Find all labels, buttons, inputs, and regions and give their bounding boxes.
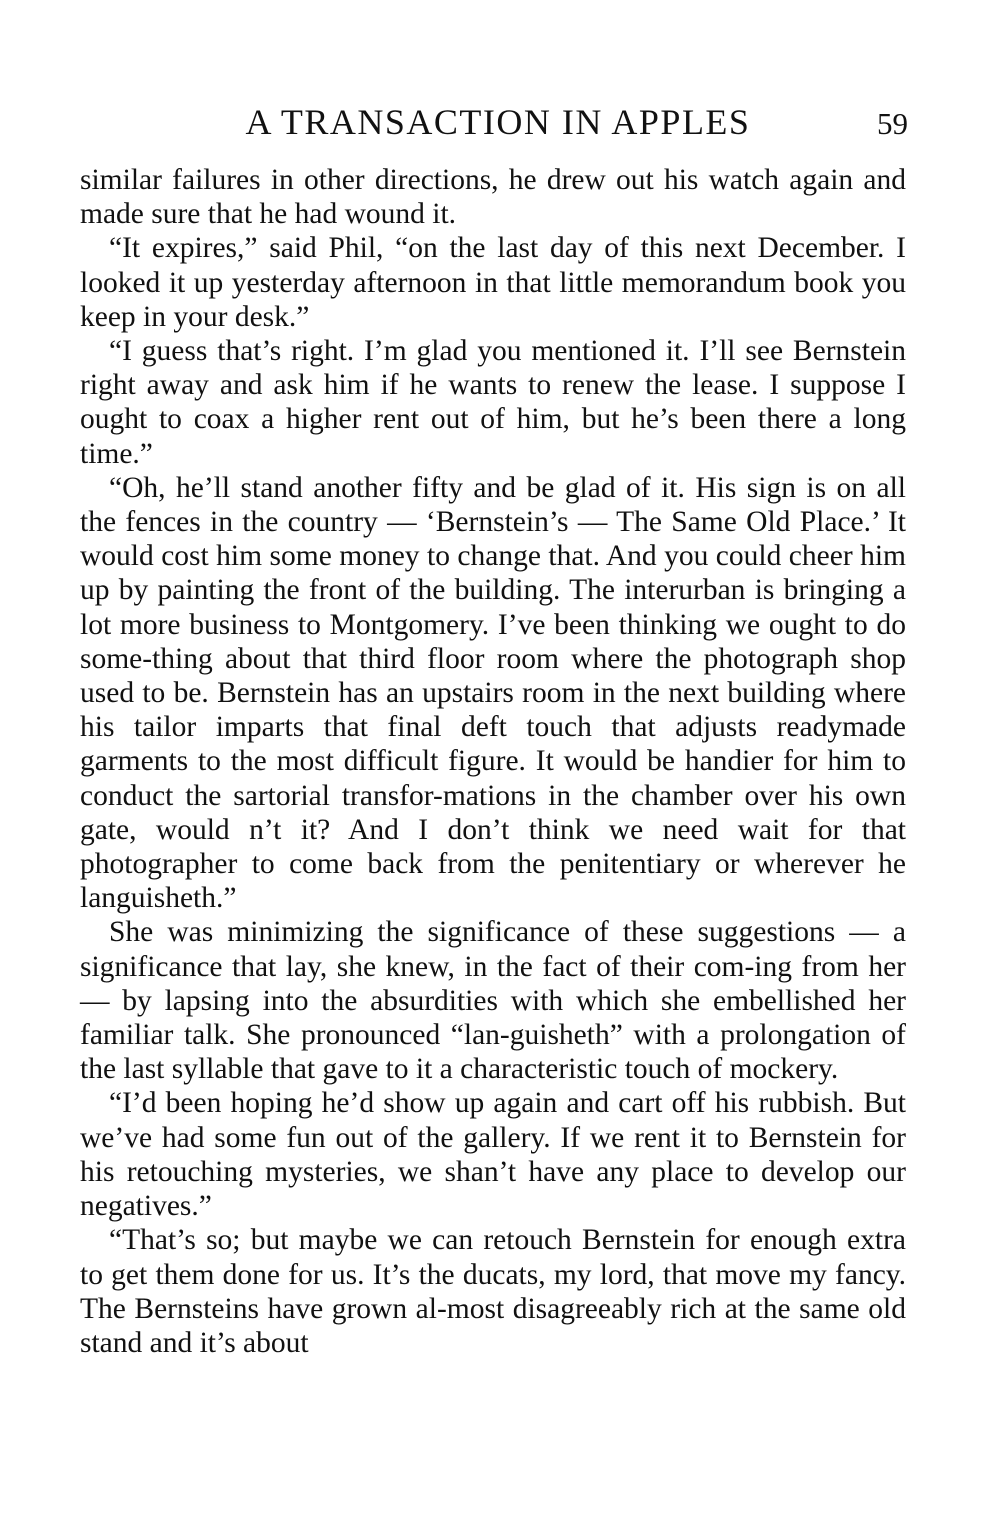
paragraph: “It expires,” said Phil, “on the last day of this next December. I looked it up yesterday afternoon in that little memorandum book you keep in your desk.” <box>80 232 906 333</box>
running-title: A TRANSACTION IN APPLES <box>245 102 751 142</box>
paragraph: “That’s so; but maybe we can retouch Bernstein for enough extra to get them done for us. It’s the ducats, my lord, that move my fancy. The Bernsteins have grown al-most disagreeably rich at the same old stand and it’s about <box>80 1224 906 1359</box>
paragraph: “I’d been hoping he’d show up again and cart off his rubbish. But we’ve had some fun out of the gallery. If we rent it to Bernstein for his retouching mysteries, we shan’t have any place to develop our negatives.” <box>80 1087 906 1223</box>
page-number: 59 <box>877 106 908 141</box>
running-head <box>80 96 908 148</box>
paragraph: “I guess that’s right. I’m glad you mentioned it. I’ll see Bernstein right away and ask him if he wants to renew the lease. I suppose I ought to coax a higher rent out of him, but he’s been there a long time.” <box>80 335 906 470</box>
paragraph: “Oh, he’ll stand another fifty and be glad of it. His sign is on all the fences in the country — ‘Bernstein’s — The Same Old Place.’ It would cost him some money to change that. And you could cheer him up by painting the front of the building. The interurban is bringing a lot more business to Montgomery. I’ve been thinking we ought to do some-thing about that third floor room where the photograph shop used to be. Bernstein has an upstairs room in the next building where his tailor imparts that final deft touch that adjusts readymade garments to the most difficult figure. It would be handier for him to conduct the sartorial transfor-mations in the chamber over his own gate, would n’t it? And I don’t think we need wait for that photographer to come back from the penitentiary or wherever he languisheth.” <box>80 471 906 915</box>
paragraph-continuation: similar failures in other directions, he drew out his watch again and made sure that he had wound it. <box>80 164 906 231</box>
body-text <box>80 163 906 1360</box>
paragraph: She was minimizing the significance of these suggestions — a significance that lay, she knew, in the fact of their com-ing from her — by lapsing into the absurdities with which she embellished her familiar talk. She pronounced “lan-guisheth” with a prolongation of the last syllable that gave to it a characteristic touch of mockery. <box>80 916 906 1086</box>
